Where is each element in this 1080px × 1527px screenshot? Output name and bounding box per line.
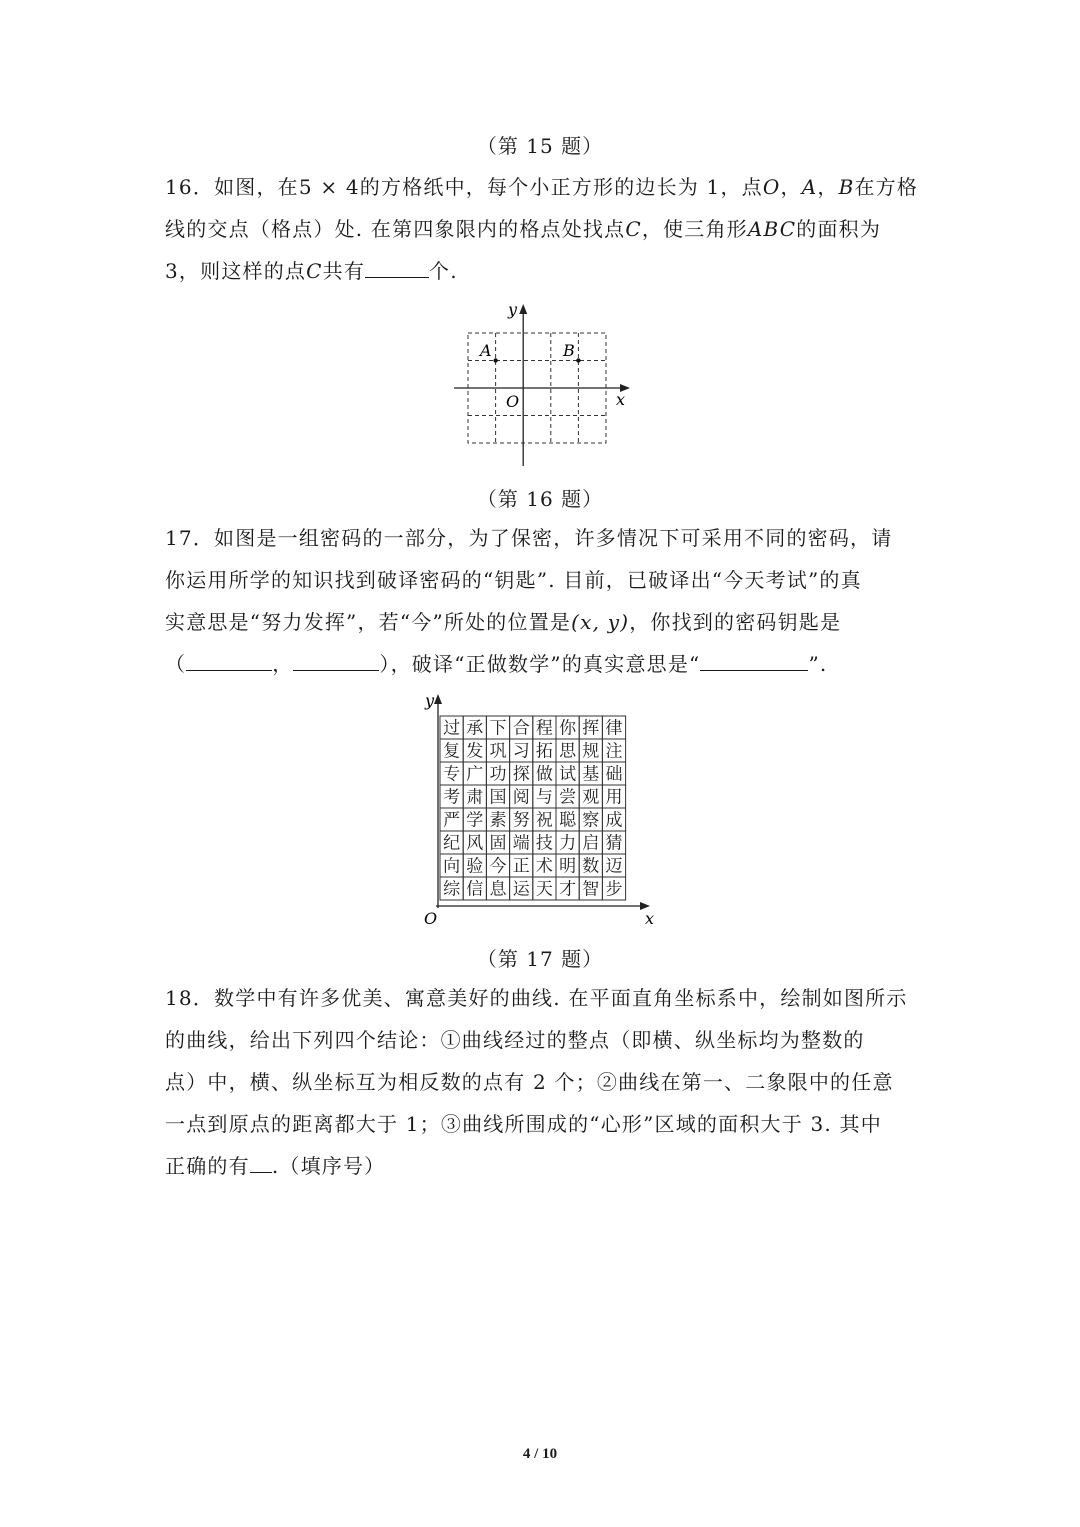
cipher-char: 你 (559, 718, 577, 739)
cipher-char: 数 (582, 856, 600, 877)
q17-text: ， (272, 652, 294, 676)
caption-q17: （第 17 题） (476, 947, 604, 971)
cipher-char: 过 (443, 718, 461, 739)
cipher-char: 术 (535, 856, 553, 877)
y-axis-label: y (425, 691, 435, 710)
cipher-char: 阅 (512, 787, 530, 808)
cipher-char: 观 (582, 787, 600, 808)
cipher-char: 发 (466, 741, 484, 762)
q16-text: 个. (429, 259, 458, 283)
cipher-char: 规 (582, 741, 600, 762)
origin-label: O (506, 392, 520, 411)
q18-text: 正确的有 (165, 1154, 250, 1178)
cipher-char: 向 (443, 856, 461, 877)
cipher-char: 迈 (605, 856, 623, 877)
cipher-char: 肃 (466, 787, 484, 808)
q16-number: 16． (165, 175, 215, 199)
q17-text: ，你找到的密码钥匙是 (629, 610, 842, 634)
cipher-char: 功 (489, 764, 507, 785)
triangle-abc-label: ABC (747, 217, 797, 241)
cipher-char: 综 (443, 879, 461, 900)
cipher-char: 思 (559, 741, 577, 762)
q17-line-3 (165, 601, 925, 643)
point-b (576, 358, 580, 362)
cipher-char: 国 (489, 787, 507, 808)
caption-q16: （第 16 题） (476, 487, 604, 511)
q18-line-3: 点）中，横、纵坐标互为相反数的点有 2 个；②曲线在第一、二象限中的任意 (165, 1070, 894, 1094)
point-b-label: B (838, 175, 855, 199)
q16-text: 共有 (322, 259, 366, 283)
q16-line-2 (165, 208, 925, 250)
cipher-char: 拓 (535, 741, 553, 762)
cipher-char: 启 (582, 833, 600, 854)
q16-line-3 (165, 250, 925, 292)
cipher-char: 注 (605, 741, 623, 762)
q18-line-5 (165, 1145, 925, 1187)
cipher-char: 程 (535, 718, 553, 739)
cipher-char: 察 (582, 810, 600, 831)
cipher-char: 验 (466, 856, 484, 877)
cipher-char: 合 (512, 718, 530, 739)
cipher-char: 祝 (535, 810, 553, 831)
q17-text: 实意思是“努力发挥”，若“今”所处的位置是 (165, 610, 572, 634)
figure-17-cipher-grid (418, 688, 663, 930)
answer-blank-x[interactable] (186, 654, 272, 671)
q17-line-1: 17．如图是一组密码的一部分，为了保密，许多情况下可采用不同的密码，请 (165, 526, 893, 550)
cipher-char: 风 (466, 833, 484, 854)
cipher-char: 运 (512, 879, 530, 900)
cipher-char: 律 (605, 718, 623, 739)
cipher-char: 技 (535, 833, 553, 854)
cipher-char: 学 (466, 810, 484, 831)
cipher-char: 尝 (559, 787, 577, 808)
point-a-label: A (801, 175, 818, 199)
origin-label: O (424, 909, 438, 928)
q16-text: 3，则这样的点 (165, 259, 307, 283)
cipher-char: 步 (605, 879, 623, 900)
question-17 (165, 517, 925, 685)
q17-line-2: 你运用所学的知识找到破译密码的“钥匙”. 目前，已破译出“今天考试”的真 (165, 568, 862, 592)
cipher-char: 基 (582, 764, 600, 785)
q17-text: ），破译“正做数学”的真实意思是“ (379, 652, 701, 676)
cipher-char: 纪 (443, 833, 461, 854)
grid-size-math: 5 × 4 (298, 175, 360, 199)
cipher-char: 信 (466, 879, 484, 900)
cipher-char: 与 (535, 787, 553, 808)
q18-line-2: 的曲线，给出下列四个结论：①曲线经过的整点（即横、纵坐标均为整数的 (165, 1028, 865, 1052)
point-o-label: O (762, 175, 781, 199)
cipher-char: 做 (535, 764, 553, 785)
q16-text: 的面积为 (796, 217, 882, 241)
cipher-char: 今 (489, 856, 507, 877)
q16-text: 的方格纸中，每个小正方形的边长为 1，点 (359, 175, 763, 199)
cipher-char: 正 (512, 856, 530, 877)
position-math: (x, y) (571, 610, 630, 634)
y-axis-label: y (508, 300, 518, 319)
point-c-label: C (306, 259, 323, 283)
cipher-char: 息 (489, 879, 507, 900)
y-axis-arrow (434, 694, 442, 704)
cipher-char: 巩 (489, 741, 507, 762)
cipher-char: 努 (512, 810, 530, 831)
point-a-label: A (480, 341, 492, 360)
cipher-char: 猜 (605, 833, 623, 854)
cipher-char: 明 (559, 856, 577, 877)
q16-text: 如图，在 (214, 175, 299, 199)
cipher-char: 考 (443, 787, 461, 808)
q16-text: ， (780, 175, 802, 199)
q16-text: ，使三角形 (641, 217, 748, 241)
q16-text: 在方格 (854, 175, 919, 199)
figure-16-grid (448, 296, 638, 468)
question-18 (165, 977, 925, 1187)
cipher-char: 智 (582, 879, 600, 900)
y-axis-arrow (519, 304, 527, 314)
q16-text: ， (817, 175, 839, 199)
answer-blank-meaning[interactable] (700, 654, 808, 671)
point-c-label: C (625, 217, 642, 241)
cipher-char: 端 (512, 833, 530, 854)
cipher-char: 严 (443, 810, 461, 831)
x-axis-label: x (616, 390, 626, 409)
cipher-char: 础 (605, 764, 623, 785)
point-b-label: B (563, 341, 575, 360)
cipher-char: 广 (466, 764, 484, 785)
answer-blank-y[interactable] (293, 654, 379, 671)
cipher-char: 用 (605, 787, 623, 808)
cipher-char: 习 (512, 741, 530, 762)
cipher-char: 素 (489, 810, 507, 831)
point-a (493, 358, 497, 362)
answer-blank[interactable] (365, 261, 429, 278)
cipher-char: 才 (559, 879, 577, 900)
cipher-char: 天 (535, 879, 553, 900)
cipher-char: 聪 (559, 810, 577, 831)
q18-line-4: 一点到原点的距离都大于 1；③曲线所围成的“心形”区域的面积大于 3. 其中 (165, 1112, 882, 1136)
q17-text: （ (165, 652, 187, 676)
q16-line-1 (165, 166, 925, 208)
cipher-cells (440, 716, 626, 900)
q18-line-1: 18．数学中有许多优美、寓意美好的曲线. 在平面直角坐标系中，绘制如图所示 (165, 986, 908, 1010)
question-16 (165, 166, 925, 292)
q17-text: ”. (808, 652, 828, 676)
cipher-char: 试 (559, 764, 577, 785)
cipher-char: 承 (466, 718, 484, 739)
cipher-char: 下 (489, 718, 507, 739)
answer-blank[interactable] (250, 1156, 272, 1173)
page-number: 4 / 10 (522, 1446, 558, 1462)
q18-text: .（填序号） (271, 1154, 386, 1178)
cipher-char: 成 (605, 810, 623, 831)
cipher-char: 力 (559, 833, 577, 854)
q16-text: 线的交点（格点）处. 在第四象限内的格点处找点 (165, 217, 626, 241)
q17-line-4 (165, 643, 925, 685)
cipher-char: 复 (443, 741, 461, 762)
caption-q15: （第 15 题） (476, 134, 604, 158)
cipher-char: 挥 (582, 718, 600, 739)
x-axis-label: x (645, 909, 655, 928)
cipher-char: 固 (489, 833, 507, 854)
cipher-char: 探 (512, 764, 530, 785)
cipher-char: 专 (443, 764, 461, 785)
